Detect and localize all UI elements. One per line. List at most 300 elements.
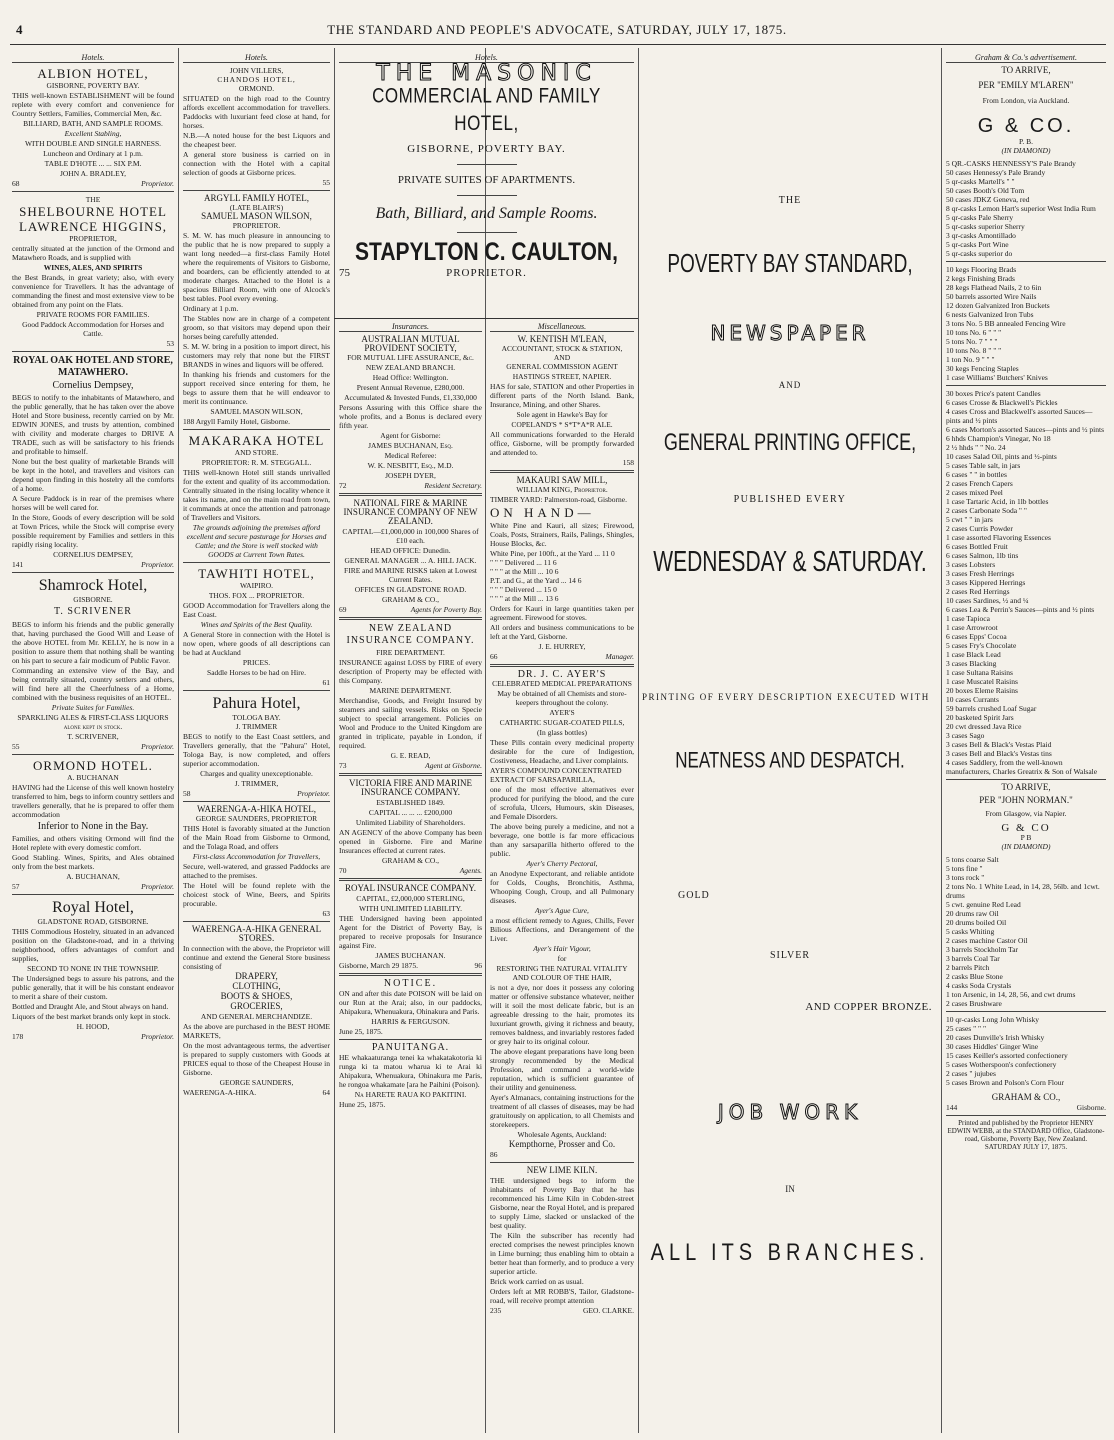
ad-in: IN	[785, 1184, 795, 1194]
list-separator	[946, 385, 1106, 386]
list-item: 3 tons rock "	[946, 873, 985, 882]
ad-body: In connection with the above, the Proprietor will continue and extend the General Store business consisting of	[183, 944, 330, 971]
diamond-note: (IN DIAMOND)	[1001, 842, 1051, 851]
column-5-standard-ad	[642, 53, 938, 1433]
ad-separator	[339, 1039, 482, 1040]
list-item: 5 QR.-CASKS HENNESSY'S Pale Brandy	[946, 159, 1076, 168]
ad-signature-title: Manager.	[605, 652, 634, 661]
ad-the: THE	[85, 195, 101, 204]
ad-separator	[12, 572, 174, 573]
ad-signature-title: Proprietor.	[141, 1032, 174, 1041]
ad-vigour: Ayer's Hair Vigour,	[533, 944, 591, 953]
ad-title: WAERENGA-A-HIKA HOTEL,	[197, 804, 316, 814]
ad-separator	[183, 190, 330, 191]
goods-list	[946, 389, 1106, 776]
ad-body-2: The Kiln the subscriber has recently had erected comprises the newest principles known in Lime burning; thus enabling him to obtain a better heat than formerly, and to produce a very superior article.	[490, 1231, 634, 1276]
list-item: 5 qr-casks superior do	[946, 249, 1013, 258]
ad-and: AND	[778, 380, 802, 390]
ad-separator	[457, 232, 517, 233]
list-item: 2 ½ hhds " " No. 24	[946, 443, 1006, 452]
list-item: 2 kegs Finishing Brads	[946, 274, 1015, 283]
ad-signature-title: Proprietor.	[141, 742, 174, 751]
ad-body: AN AGENCY of the above Company has been opened in Gisborne. Fire and Marine Insurances effected at current rates.	[339, 828, 482, 855]
ad-private-rooms: PRIVATE ROOMS FOR FAMILIES.	[36, 310, 150, 319]
ad-agents: Kempthorne, Prosser and Co.	[508, 1139, 616, 1149]
ad-number: 188	[183, 417, 195, 426]
lime-kiln-ad	[490, 1166, 634, 1315]
ad-body-5: an Anodyne Expectorant, and reliable antidote for Colds, Coughs, Bronchitis, Asthma, Whooping Cough, Croup, and all Pulmonary diseases.	[490, 869, 634, 905]
ad-stabling: Excellent Stabling,	[64, 129, 122, 138]
list-item: 3 cases Lobsters	[946, 560, 996, 569]
list-item: 5 tons fine "	[946, 864, 983, 873]
ad-title: WAERENGA-A-HIKA GENERAL STORES.	[191, 924, 322, 943]
ad-body: THIS Hotel is favorably situated at the Junction of the Main Road from Gisborne to Ormond, and the Tolaga Road, and offers	[183, 824, 330, 851]
ad-office: GENERAL PRINTING OFFICE,	[663, 428, 917, 456]
list-item: 10 tons No. 6 " " "	[946, 328, 1002, 337]
list-item: 59 barrels crushed Loaf Sugar	[946, 704, 1037, 713]
ad-referee-name: W. K. NESBITT, Esq., M.D.	[367, 461, 454, 470]
ad-number: 66	[490, 652, 498, 661]
ad-separator	[339, 973, 482, 976]
waerenga-hotel-ad	[183, 805, 330, 918]
ad-body-4: In the Store, Goods of every description will be sold at Town Prices, while the Stock will comprise every possible requirement by Families and settlers in this rapidly rising locality.	[12, 513, 174, 549]
ad-title: Royal Hotel,	[52, 899, 134, 916]
ad-nb: N.B.—A noted house for the best Liquors and the cheapest beer.	[183, 131, 330, 149]
ad-body-8: The above elegant preparations have long been strongly recommended by the Medical Profession, and command a world-wide reputation, which is sufficient guarantee of their utility and genuineness.	[490, 1047, 634, 1092]
ad-address: ORMOND.	[238, 84, 275, 93]
column-divider	[334, 48, 335, 1433]
column-2	[183, 53, 330, 1433]
ad-separator	[12, 351, 174, 352]
ad-agents-title: Agents for Poverty Bay.	[410, 605, 482, 614]
ad-body: HE whakaaturanga tenei ka whakatakotoria ki runga ki ta matou wharua ki te Arai ki Ahipakura, Whenuakura, Ohinakura me Paris, he rongoa whakamate [ara he Paihini (Poison).	[339, 1053, 482, 1089]
list-item: 5 qr-casks Martell's " "	[946, 177, 1015, 186]
ad-title: ALBION HOTEL,	[37, 66, 149, 81]
list-item: 20 drums raw Oil	[946, 909, 999, 918]
ad-number: 69	[339, 605, 347, 614]
list-item: 2 cases mixed Peel	[946, 488, 1003, 497]
albion-hotel-ad	[12, 66, 174, 188]
ad-ague: Ayer's Ague Cure,	[535, 906, 589, 915]
list-item: 6 cases Morton's assorted Sauces—pints and ½ pints	[946, 425, 1104, 434]
ad-title: MAKAURI SAW MILL,	[516, 475, 608, 485]
amp-society-ad	[339, 335, 482, 490]
ad-proprietor: A. BUCHANAN	[67, 773, 119, 782]
ad-body-2: As the above are purchased in the BEST HOME MARKETS,	[183, 1022, 330, 1040]
list-item: 5 cases Brown and Polson's Corn Flour	[946, 1078, 1065, 1087]
section-heading: Hotels.	[12, 53, 174, 63]
royal-hotel-ad	[12, 898, 174, 1041]
ad-separator	[183, 690, 330, 691]
page-number: 4	[16, 22, 24, 37]
ad-wholesale: Wholesale Agents, Auckland:	[517, 1130, 607, 1139]
ad-number: 72	[339, 481, 347, 490]
ad-body-2: These Pills contain every medicinal property desirable for the cure of Indigestion, Costiveness, Headache, and Liver complaints.	[490, 738, 634, 765]
ad-title: ARGYLL FAMILY HOTEL,	[203, 193, 309, 203]
nz-insurance-ad	[339, 623, 482, 770]
panuitanga-ad	[339, 1043, 482, 1109]
ad-title: NEW ZEALAND INSURANCE COMPANY.	[346, 623, 475, 646]
royal-oak-hotel-ad	[12, 355, 174, 569]
ad-body-2: A General Store in connection with the Hotel is now open, where goods of all descriptions can be had at Auckland	[183, 630, 330, 657]
list-item: 2 cases Carbonate Soda " "	[946, 506, 1027, 515]
list-item: 5 qr-casks Pale Sherry	[946, 213, 1014, 222]
ad-address: GISBORNE, POVERTY BAY.	[407, 143, 566, 155]
ad-proprietor: SAMUEL MASON WILSON,	[201, 211, 312, 221]
column-divider	[941, 48, 942, 1433]
column-3	[339, 322, 482, 1432]
ad-separator	[339, 617, 482, 620]
goods-list	[946, 855, 1106, 1008]
ad-number: 57	[12, 882, 20, 891]
ad-signature: G. E. READ,	[390, 751, 431, 760]
ad-proprietor-title: PROPRIETOR.	[232, 221, 281, 230]
royal-insurance-ad	[339, 884, 482, 970]
ad-number: 61	[322, 678, 330, 687]
ad-groceries: GROCERIES,	[230, 1001, 283, 1011]
list-item: " " " at the Mill ... 13 6	[490, 594, 559, 603]
ad-body-2: The Undersigned begs to assure his patrons, and the public generally, that it will be his constant endeavor to merit a share of their custom.	[12, 974, 174, 1001]
ad-separator	[490, 1162, 634, 1163]
ad-silver: SILVER	[769, 950, 811, 961]
list-item: 20 drums boiled Oil	[946, 918, 1007, 927]
ad-boots: BOOTS & SHOES,	[220, 991, 293, 1001]
list-item: 5 qr-casks Port Wine	[946, 240, 1009, 249]
ad-glass: (In glass bottles)	[537, 728, 587, 737]
section-heading: Hotels.	[339, 53, 634, 63]
ad-proprietor: PROPRIETOR: R. M. STEGGALL.	[201, 458, 312, 467]
list-item: 8 qr-casks Lemon Hart's superior West India Rum	[946, 204, 1096, 213]
ad-body-6: a most efficient remedy to Agues, Chills, Fever Bilious Affections, and Derangement of the Liver.	[490, 916, 634, 943]
list-item: 6 nests Galvanized Iron Tubs	[946, 310, 1034, 319]
ad-separator	[12, 191, 174, 192]
ad-body: BEGS to inform his friends and the public generally that, having purchased the Good Will and Lease of the above HOTEL from Mr. KELLY, he is now in a position to assure them that nothing shall be wanting on his part to secure a fair modicum of Public Favor.	[12, 620, 174, 665]
column-divider	[178, 48, 179, 1433]
ayer-preparations-ad	[490, 670, 634, 1159]
ad-address: Argyll Family Hotel, Gisborne.	[195, 417, 290, 426]
ad-bronze: AND COPPER BRONZE.	[805, 1001, 932, 1013]
list-item: 3 barrels Stockholm Tar	[946, 945, 1019, 954]
list-item: 6 cases Epps' Cocoa	[946, 632, 1007, 641]
ad-clothing: CLOTHING,	[232, 981, 281, 991]
ad-body: THE Undersigned having been appointed Agent for the District of Poverty Bay, is prepared to receive proposals for Insurance against Fire.	[339, 914, 482, 950]
ship-name: PER "JOHN NORMAN."	[979, 795, 1073, 805]
ad-proprietor: GEORGE SAUNDERS, PROPRIETOR	[195, 814, 318, 823]
ad-agents: GRAHAM & CO.,	[381, 595, 440, 604]
ad-signature-title: Proprietor.	[141, 560, 174, 569]
list-item: 30 kegs Fencing Staples	[946, 364, 1019, 373]
ad-signature: GEO. CLARKE.	[582, 1306, 634, 1315]
ad-suites: Private Suites for Families.	[51, 703, 135, 712]
ad-wines: Wines and Spirits of the Best Quality.	[200, 620, 313, 629]
ad-funds: Accumulated & Invested Funds, £1,330,000	[344, 393, 477, 402]
list-item: 50 cases Booth's Old Tom	[946, 186, 1025, 195]
ad-address: WAIPIRO.	[239, 581, 274, 590]
ad-gold: GOLD	[678, 890, 710, 901]
ad-job-work: JOB WORK	[717, 1100, 863, 1124]
ad-separator	[183, 429, 330, 430]
ad-secretary: JOSEPH DYER,	[385, 471, 436, 480]
ad-body-2: Orders for Kauri in large quantities taken per agreement. Firewood for stoves.	[490, 604, 634, 622]
ad-title: CHANDOS HOTEL,	[217, 75, 296, 84]
diamond-note: (IN DIAMOND)	[1001, 146, 1051, 155]
ad-title: SHELBOURNE HOTEL	[19, 204, 167, 219]
ad-address: GLADSTONE ROAD, GISBORNE.	[37, 917, 149, 926]
list-item: 6 cases Bottled Fruit	[946, 542, 1008, 551]
ad-proprietor: JOHN VILLERS,	[229, 66, 284, 75]
ad-body-3: one of the most effective alternatives ever produced for purifying the blood, and the cure of scrofula, Ulcers, Humours, skin Diseases, and Female Disorders.	[490, 785, 634, 821]
price-list	[490, 549, 634, 603]
list-item: 2 cases French Capers	[946, 479, 1013, 488]
list-item: 6 cases Crosse & Blackwell's Pickles	[946, 398, 1058, 407]
list-item: 50 barrels assorted Wire Nails	[946, 292, 1037, 301]
ad-body-2: None but the best quality of marketable Brands will be kept in the hotel, and travellers and visitors can depend upon finding in this hostelry all the comforts of a home.	[12, 457, 174, 493]
ad-signature: CORNELIUS DEMPSEY,	[53, 550, 133, 559]
list-item: 2 cases Brushware	[946, 999, 1002, 1008]
list-item: 15 cases Keiller's assorted confectionery	[946, 1051, 1068, 1060]
chandos-hotel-ad	[183, 66, 330, 187]
ad-proprietor: JOHN A. BRADLEY,	[59, 169, 127, 178]
ad-body-9: Ayer's Almanacs, containing instructions for the treatment of all classes of diseases, may be had gratuitously on application, to all Chemists and storekeepers.	[490, 1093, 634, 1129]
ad-lunch: Luncheon and Ordinary at 1 p.m.	[43, 149, 143, 158]
ad-number: 141	[12, 560, 24, 569]
list-item: 3 cases Blacking	[946, 659, 997, 668]
list-item: 30 cases Hiddles' Ginger Wine	[946, 1042, 1039, 1051]
list-item: 5 cases Fry's Chocolate	[946, 641, 1017, 650]
ad-number: 75	[339, 267, 350, 279]
ad-subtitle: AND STORE.	[234, 448, 279, 457]
section-heading: Insurances.	[339, 322, 482, 332]
ad-body-3: On the most advantageous terms, the advertiser is prepared to supply customers with Goods at PRICES equal to those of the Cheapest House in Gisborne.	[183, 1041, 330, 1077]
ad-number: 55	[12, 742, 20, 751]
ad-number: 144	[946, 1103, 958, 1112]
ad-separator	[183, 562, 330, 563]
ad-signature-title: Proprietor.	[297, 789, 330, 798]
ship-from: From London, via Auckland.	[982, 96, 1070, 105]
ad-body-2: Ordinary at 1 p.m.	[183, 304, 239, 313]
ad-liquors: SPARKLING ALES & FIRST-CLASS LIQUORS alone kept in stock.	[17, 713, 169, 731]
ad-title: ROYAL INSURANCE COMPANY.	[345, 883, 476, 893]
makaraka-hotel-ad	[183, 433, 330, 559]
graham-logo: G & CO	[1001, 822, 1051, 834]
ad-proprietor-title: Proprietor.	[141, 179, 174, 188]
ad-title: Pahura Hotel,	[212, 695, 301, 712]
ad-late: (LATE BLAIR'S)	[229, 203, 284, 212]
ad-body: Persons Assuring with this Office share the whole profits, and a Bonus is declared every fifth year.	[339, 403, 482, 430]
ad-separator	[183, 801, 330, 802]
ad-prices: PRICES.	[242, 658, 271, 667]
ad-title: THE MASONIC	[376, 61, 597, 86]
ad-proprietor: J. TRIMMER	[235, 722, 278, 731]
column-divider	[638, 48, 639, 1433]
ad-number: 158	[622, 458, 634, 467]
ad-address: GISBORNE, POVERTY BAY.	[46, 81, 140, 90]
ad-signature: H. HOOD,	[76, 1022, 110, 1031]
imprint-date: SATURDAY JULY 17, 1875.	[984, 1143, 1068, 1151]
ad-general: AND GENERAL MERCHANDIZE.	[200, 1012, 313, 1021]
ad-body-3: Bottled and Draught Ale, and Stout always on hand.	[12, 1002, 169, 1011]
ad-number: 64	[322, 1088, 330, 1097]
list-item: 1 case Muscatel Raisins	[946, 677, 1018, 686]
ad-unlimited: Unlimited Liability of Shareholders.	[355, 818, 466, 827]
ad-separator	[946, 1115, 1106, 1116]
ad-days: WEDNESDAY & SATURDAY.	[653, 546, 927, 578]
national-fire-ad	[339, 499, 482, 614]
ad-yard: TIMBER YARD: Palmerston-road, Gisborne.	[490, 495, 627, 504]
list-item: 5 tons No. 7 " " "	[946, 337, 998, 346]
ad-separator	[490, 664, 634, 667]
ad-firstclass: First-class Accommodation for Travellers,	[192, 852, 321, 861]
list-item: 5 cases Wotherspoon's confectionery	[946, 1060, 1057, 1069]
ad-title: ROYAL OAK HOTEL AND STORE, MATAWHERO.	[13, 355, 173, 378]
ad-address: WAERENGA-A-HIKA.	[183, 1088, 257, 1097]
ad-wines: WINES, ALES, AND SPIRITS	[43, 263, 143, 272]
ad-second: SECOND TO NONE IN THE TOWNSHIP.	[27, 964, 159, 973]
graham-logo: G & CO.	[977, 115, 1075, 137]
ad-grounds: The grounds adjoining the premises afford excellent and secure pasturage for Horses and Cattle; and the Store is well stocked with GOODS at Current Town Rates.	[186, 523, 327, 559]
ad-body: ON and after this date POISON will be laid on our Run at the Arai; also, in our paddocks, Ahipakura, Whenuakura, Ohinakura and Paris.	[339, 989, 482, 1016]
ad-body-3: All orders and business communications to be left at the Yard, Gisborne.	[490, 623, 634, 641]
ad-marine: MARINE DEPARTMENT.	[369, 686, 452, 695]
ad-body-2: Families, and others visiting Ormond will find the Hotel replete with every domestic comfort.	[12, 834, 174, 852]
list-item: 5 qr-casks superior Sherry	[946, 222, 1025, 231]
list-item: 4 cases Cross and Blackwell's assorted Sauces—pints and ½ pints	[946, 407, 1093, 425]
ad-printing: PRINTING OF EVERY DESCRIPTION EXECUTED WITH	[642, 692, 930, 702]
ad-capital: CAPITAL—£1,000,000 in 100,000 Shares of £10 each.	[342, 527, 479, 545]
ad-date: Gisborne, March 29 1875.	[339, 961, 418, 970]
list-item: 4 casks Soda Crystals	[946, 981, 1012, 990]
ad-income: Present Annual Revenue, £280,000.	[356, 383, 465, 392]
ad-and: AND	[553, 353, 571, 362]
ad-body: HAVING had the License of this well known hostelry transferred to him, begs to inform country settlers and travellers generally, that he is prepared to offer them accommodation	[12, 783, 174, 819]
ad-body: THIS Commodious Hostelry, situated in an advanced position on the Gladstone-road, and in a thriving neighborhood, offers advantages of comfort and supplies,	[12, 927, 174, 963]
ad-number: 70	[339, 866, 347, 875]
ad-number: 58	[183, 789, 191, 798]
list-item: " " " at the Mill ... 10 6	[490, 567, 559, 576]
column-6	[946, 53, 1106, 1433]
ad-title: Shamrock Hotel,	[38, 577, 148, 594]
ad-onhand: ON HAND—	[490, 505, 595, 520]
list-item: 50 cases Hennessy's Pale Brandy	[946, 168, 1046, 177]
list-item: 25 cases " " "	[946, 1024, 987, 1033]
ad-signature-title: Agent at Gisborne.	[425, 761, 482, 770]
ad-number: 235	[490, 1306, 502, 1315]
list-item: 6 cases Salmon, 1lb tins	[946, 551, 1019, 560]
list-item: 3 tons No. 5 BB annealed Fencing Wire	[946, 319, 1066, 328]
ad-body-4: S. M. W. bring in a position to import direct, his customers may rely that none but the FIRST BRANDS in wines and liquors will be offered.	[183, 342, 330, 369]
ad-cathartic: CATHARTIC SUGAR-COATED PILLS,	[499, 718, 625, 727]
ad-body-2: Merchandise, Goods, and Freight Insured by steamers and sailing vessels. Risks on Specie subject to special arrangement. Policies on Wool and Produce to the United Kingdom are granted in triplicate, payable in London, if required.	[339, 696, 482, 750]
ad-title: MAKARAKA HOTEL	[188, 433, 325, 448]
ad-manager: GENERAL MANAGER ... A. HILL JACK.	[344, 556, 477, 565]
masthead	[0, 22, 1114, 40]
ad-date: June 25, 1875.	[339, 1027, 383, 1036]
ad-number: 86	[490, 1150, 498, 1159]
section-heading: Hotels.	[183, 53, 330, 63]
ad-signature-title: Agents.	[459, 866, 482, 875]
ad-body: HAS for sale, STATION and other Properties in different parts of the North Island. Bank, Insurance, Mining, and other Shares.	[490, 382, 634, 409]
list-item: P.T. and G., at the Yard ... 14 6	[490, 576, 582, 585]
ad-subtitle: FOR MUTUAL LIFE ASSURANCE, &c.	[347, 353, 474, 362]
ad-signature-title: Proprietor.	[141, 882, 174, 891]
ad-separator	[12, 754, 174, 755]
ad-body: BEGS to notify to the East Coast settlers, and Travellers generally, that the "Pahura" Hotel, Tologa Bay, is now completed, and offers superior accommodation.	[183, 732, 330, 768]
makauri-saw-mill-ad	[490, 476, 634, 661]
ad-body-5: In thanking his friends and customers for the support received since entering for them, he begs to assure them that he will endeavor to merit its continuance.	[183, 370, 330, 406]
ad-title: DR. J. C. AYER'S	[517, 669, 607, 680]
ad-separator	[183, 921, 330, 922]
ad-signature-title: Gisborne.	[1076, 1103, 1106, 1112]
ad-address: GISBORNE.	[73, 595, 113, 604]
ad-body-3: The Hotel will be found replete with the choicest stock of Wine, Beers, and Spirits procurable.	[183, 881, 330, 908]
ad-separator	[490, 470, 634, 473]
ad-signature: GRAHAM & CO.,	[991, 1092, 1061, 1102]
notice-ad	[339, 979, 482, 1036]
list-item: 20 basketed Spirit Jars	[946, 713, 1014, 722]
ad-sarsaparilla: AYER'S COMPOUND CONCENTRATED EXTRACT OF SARSAPARILLA,	[490, 766, 622, 784]
list-item: 4 cases Saddlery, from the well-known manufacturers, Charles Greatrix & Son of Walsale	[946, 758, 1098, 776]
ad-subtitle: ACCOUNTANT, STOCK & STATION,	[501, 344, 623, 353]
ad-proprietor: LAWRENCE HIGGINS,	[18, 219, 168, 234]
ad-secretary-title: Resident Secretary.	[424, 481, 482, 490]
section-heading: Graham & Co.'s advertisement.	[946, 53, 1106, 63]
goods-list	[946, 265, 1106, 382]
list-separator	[946, 261, 1106, 262]
list-item: 10 cases Salad Oil, pints and ½-pints	[946, 452, 1057, 461]
ad-title: PANUITANGA.	[371, 1042, 450, 1053]
shamrock-hotel-ad	[12, 576, 174, 751]
ad-the: THE	[778, 195, 802, 206]
ad-title: W. KENTISH M'LEAN,	[517, 334, 607, 344]
ad-branch: NEW ZEALAND BRANCH.	[365, 363, 456, 372]
list-item: " " " Delivered ... 11 6	[490, 558, 557, 567]
list-item: 30 boxes Price's patent Candles	[946, 389, 1041, 398]
ad-drapery: DRAPERY,	[235, 971, 278, 981]
ad-paddock: Good Paddock Accommodation for Horses and Cattle.	[22, 320, 164, 338]
ad-signature: SAMUEL MASON WILSON,	[210, 407, 303, 416]
list-item: 5 casks Whiting	[946, 927, 995, 936]
ad-branches: ALL ITS BRANCHES.	[650, 1239, 930, 1267]
ad-number: 63	[322, 909, 330, 918]
ad-harness: WITH DOUBLE AND SINGLE HARNESS.	[24, 139, 162, 148]
arrive-heading: TO ARRIVE,	[1001, 65, 1051, 75]
top-rule	[10, 44, 1106, 45]
ad-body-3: A Secure Paddock is in rear of the premises where horses will be well cared for.	[12, 494, 174, 512]
ad-subtitle-2: GENERAL COMMISSION AGENT	[506, 362, 618, 371]
arrive-heading: TO ARRIVE,	[1001, 782, 1051, 792]
list-item: 20 boxes Eleme Raisins	[946, 686, 1018, 695]
argyll-hotel-ad	[183, 194, 330, 426]
list-item: 3 cases Sago	[946, 731, 985, 740]
banner-rule	[334, 318, 638, 319]
ad-body-2: Charges and quality unexceptionable.	[200, 769, 313, 778]
ad-signature: JAMES BUCHANAN.	[375, 951, 446, 960]
list-item: 28 kegs Flathead Nails, 2 to 6in	[946, 283, 1042, 292]
list-item: 10 cases Sardines, ½ and ¼	[946, 596, 1029, 605]
ad-signature: Na HARETE RAUA KO PAKITINI.	[354, 1090, 467, 1099]
ad-body-3: The Stables now are in charge of a competent groom, so that visitors may depend upon their horses being carefully attended.	[183, 314, 330, 341]
ad-body: White Pine and Kauri, all sizes; Firewood, Coals, Posts, Strainers, Rails, Palings, Shingles, House Blocks, &c.	[490, 521, 634, 548]
ad-body: THE undersigned begs to inform the inhabitants of Poverty Bay that he has recommenced his Lime Kiln in Cobden-street Gisborne, near the Royal Hotel, and is prepared to supply Lime, slacked or unslacked of the best quality.	[490, 1176, 634, 1230]
ad-separator	[457, 164, 517, 165]
ad-office: HEAD OFFICE: Dunedin.	[370, 546, 451, 555]
ad-neatness: NEATNESS AND DESPATCH.	[675, 748, 905, 773]
ad-office: Head Office: Wellington.	[372, 373, 449, 382]
pahura-hotel-ad	[183, 694, 330, 798]
ad-established: ESTABLISHED 1849.	[376, 798, 445, 807]
ad-title: AUSTRALIAN MUTUAL PROVIDENT SOCIETY,	[361, 334, 460, 353]
ad-rooms: BILLIARD, BATH, AND SAMPLE ROOMS.	[23, 119, 163, 128]
